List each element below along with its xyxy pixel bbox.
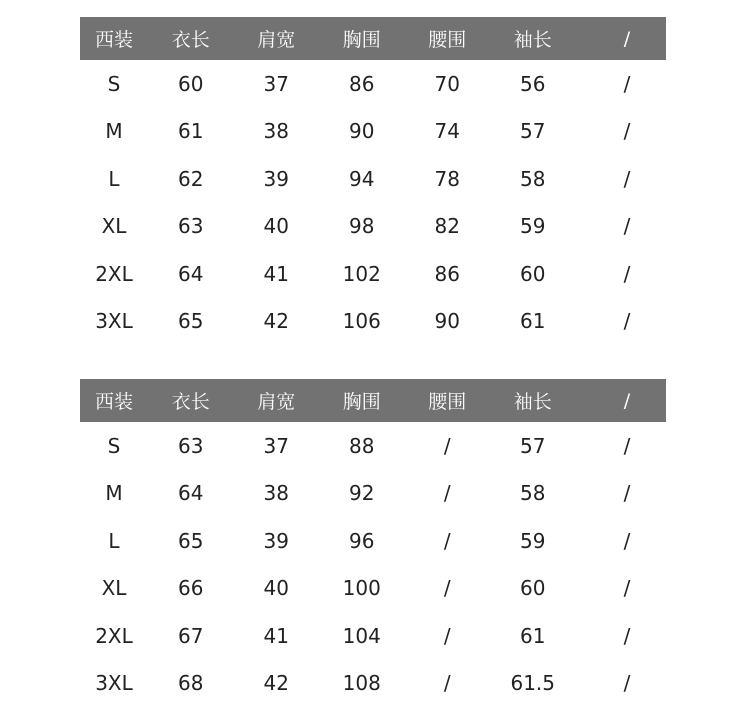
measurement-cell: 41 [263,623,289,648]
measurement-cell: 90 [434,309,460,334]
measurement-cell: / [623,481,631,506]
measurement-cell: 58 [520,166,546,191]
measurement-cell: 106 [342,309,381,334]
measurement-cell: / [623,309,631,334]
size-label-cell: XL [101,576,127,601]
header-cell: 胸围 [342,391,381,413]
size-label-cell: 3XL [95,671,133,696]
measurement-cell: 57 [520,119,546,144]
header-cell: 袖长 [513,29,552,51]
measurement-cell: 65 [178,309,204,334]
table-row [80,203,666,251]
measurement-cell: / [443,623,451,648]
measurement-cell: 104 [342,623,381,648]
measurement-cell: 86 [349,71,375,96]
table-row [80,565,666,613]
measurement-cell: 82 [434,214,460,239]
measurement-cell: 64 [178,481,204,506]
measurement-cell: 90 [349,119,375,144]
measurement-cell: 41 [263,261,289,286]
measurement-cell: 61.5 [510,671,556,696]
measurement-cell: 62 [178,166,204,191]
measurement-cell: / [443,671,451,696]
measurement-cell: 88 [349,433,375,458]
measurement-cell: 61 [178,119,204,144]
measurement-cell: 67 [178,623,204,648]
header-cell: 肩宽 [257,391,296,413]
measurement-cell: / [623,576,631,601]
measurement-cell: 98 [349,214,375,239]
size-label-cell: L [108,166,120,191]
table-row [80,470,666,518]
measurement-cell: 61 [520,623,546,648]
measurement-cell: 100 [342,576,381,601]
measurement-cell: 65 [178,528,204,553]
header-cell: / [623,27,631,50]
measurement-cell: / [623,671,631,696]
measurement-cell: / [443,528,451,553]
measurement-cell: 61 [520,309,546,334]
measurement-cell: / [623,214,631,239]
measurement-cell: / [443,576,451,601]
table-row [80,612,666,660]
table-row [80,108,666,156]
measurement-cell: 102 [342,261,381,286]
measurement-cell: 60 [520,576,546,601]
header-cell: 胸围 [342,29,381,51]
table-row [80,517,666,565]
size-label-cell: 2XL [95,623,133,648]
table-row [80,422,666,470]
measurement-cell: 59 [520,214,546,239]
measurement-cell: 38 [263,481,289,506]
measurement-cell: 56 [520,71,546,96]
measurement-cell: 64 [178,261,204,286]
measurement-cell: 108 [342,671,381,696]
size-table-1 [80,17,666,345]
size-label-cell: S [107,71,121,96]
table-row [80,155,666,203]
measurement-cell: / [623,528,631,553]
measurement-cell: 39 [263,528,289,553]
table-row [80,250,666,298]
measurement-cell: 94 [349,166,375,191]
measurement-cell: 39 [263,166,289,191]
header-cell: 腰围 [428,391,467,413]
measurement-cell: / [443,433,451,458]
measurement-cell: 70 [434,71,460,96]
size-label-cell: 2XL [95,261,133,286]
size-table-2 [80,379,666,707]
header-cell: / [623,389,631,412]
measurement-cell: / [623,433,631,458]
measurement-cell: 58 [520,481,546,506]
measurement-cell: 74 [434,119,460,144]
measurement-cell: 42 [263,309,289,334]
measurement-cell: 57 [520,433,546,458]
header-cell: 西装 [94,391,133,413]
table-row [80,298,666,346]
measurement-cell: 42 [263,671,289,696]
table-header-row [80,17,666,60]
measurement-cell: 66 [178,576,204,601]
measurement-cell: 60 [178,71,204,96]
size-label-cell: L [108,528,120,553]
size-label-cell: XL [101,214,127,239]
measurement-cell: 68 [178,671,204,696]
table-row [80,60,666,108]
header-cell: 西装 [94,29,133,51]
table-header-row [80,379,666,422]
measurement-cell: / [623,71,631,96]
header-cell: 衣长 [171,29,210,51]
measurement-cell: 37 [263,71,289,96]
measurement-cell: / [623,623,631,648]
measurement-cell: 59 [520,528,546,553]
header-cell: 腰围 [428,29,467,51]
header-cell: 衣长 [171,391,210,413]
measurement-cell: 96 [349,528,375,553]
size-label-cell: M [105,481,123,506]
measurement-cell: 37 [263,433,289,458]
measurement-cell: 40 [263,214,289,239]
measurement-cell: 86 [434,261,460,286]
measurement-cell: 63 [178,214,204,239]
table-row [80,660,666,708]
size-label-cell: S [107,433,121,458]
measurement-cell: / [623,166,631,191]
measurement-cell: 78 [434,166,460,191]
size-label-cell: 3XL [95,309,133,334]
measurement-cell: 38 [263,119,289,144]
measurement-cell: / [443,481,451,506]
header-cell: 肩宽 [257,29,296,51]
measurement-cell: / [623,119,631,144]
size-label-cell: M [105,119,123,144]
measurement-cell: 63 [178,433,204,458]
header-cell: 袖长 [513,391,552,413]
measurement-cell: 92 [349,481,375,506]
measurement-cell: / [623,261,631,286]
measurement-cell: 60 [520,261,546,286]
measurement-cell: 40 [263,576,289,601]
